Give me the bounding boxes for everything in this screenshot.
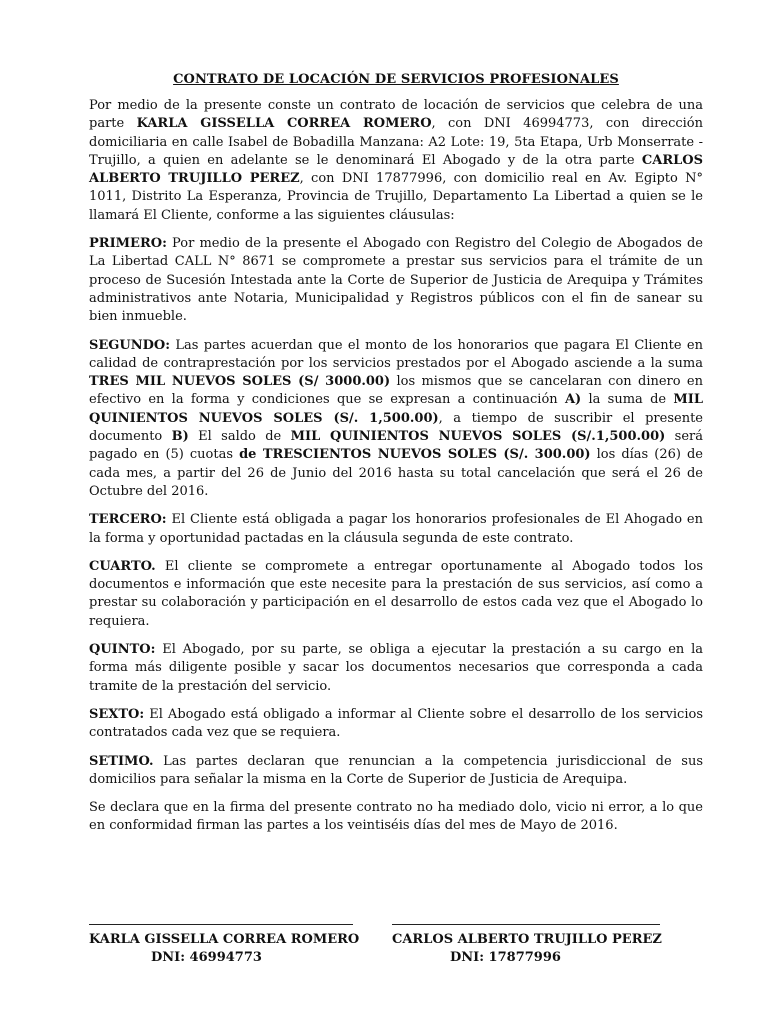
clause-segundo [89, 337, 703, 502]
clause-label: SEGUNDO: [89, 337, 171, 353]
clause-text: El cliente se compromete a entregar oportunamente al Abogado todos los documentos e información que este necesite para la prestación de sus servicios, así como a prestar su colaboración y participación en el desarrollo de estos cada vez que el Abogado lo requiera. [89, 558, 703, 629]
first-payment-amount: MIL QUINIENTOS NUEVOS SOLES (S/. 1,500.00) [89, 392, 703, 426]
signature-block [89, 924, 703, 984]
clause-sexto [89, 706, 703, 743]
clause-label: CUARTO. [89, 558, 156, 574]
signer-name: CARLOS ALBERTO TRUJILLO PEREZ [392, 932, 662, 947]
item-marker-b: B) [171, 429, 189, 445]
client-name: CARLOS ALBERTO TRUJILLO PEREZ [89, 152, 703, 187]
clause-label: SETIMO. [89, 753, 154, 769]
intro-text-3: , con DNI 17877996, con domicilio real en Av. Egipto N° 1011, Distrito La Esperanza, Provincia de Trujillo, Departamento La Libertad a quien se le llamará El Cliente, conforme a las siguientes cláusulas: [89, 171, 703, 223]
clause-text: Por medio de la presente el Abogado con Registro del Colegio de Abogados de La Libertad CALL N° 8671 se compromete a prestar sus servicios para el trámite de un proceso de Sucesión Intestada ante la Corte de Superior de Justicia de Arequipa y Trámites administrativos ante Notaria, Municipalidad y Registros públicos con el fin de sanear su bien inmueble. [89, 236, 703, 325]
clause-text: será pagado en (5) cuotas [89, 429, 703, 463]
signature-right [392, 924, 660, 967]
signer-name: KARLA GISSELLA CORREA ROMERO [89, 932, 360, 947]
clause-text: Las partes declaran que renuncian a la competencia jurisdiccional de sus domicilios para señalar la misma en la Corte de Superior de Justicia de Arequipa. [89, 753, 703, 787]
clause-text: los días (26) de cada mes, a partir del 26 de Junio del 2016 hasta su total cancelación que será el 26 de Octubre del 2016. [89, 447, 704, 499]
closing-paragraph: Se declara que en la firma del presente contrato no ha mediado dolo, vicio ni error, a lo que en conformidad firman las partes a los veintiséis días del mes de Mayo de 2016. [89, 800, 703, 834]
total-amount: TRES MIL NUEVOS SOLES (S/ 3000.00) [89, 374, 391, 390]
clause-quinto [89, 641, 703, 696]
clause-text: El Cliente está obligada a pagar los honorarios profesionales de El Ahogado en la forma y oportunidad pactadas en la cláusula segunda de este contrato. [89, 512, 703, 546]
clause-text: Las partes acuerdan que el monto de los honorarios que pagara El Cliente en calidad de contraprestación por los servicios prestados por el Abogado asciende a la suma [89, 337, 703, 371]
clause-label: SEXTO: [89, 706, 145, 722]
lawyer-name: KARLA GISSELLA CORREA ROMERO [136, 116, 432, 132]
clause-text: la suma de [581, 392, 674, 408]
clause-text: El saldo de [188, 429, 291, 445]
signature-line [392, 924, 660, 925]
clause-tercero [89, 511, 703, 548]
balance-amount: MIL QUINIENTOS NUEVOS SOLES (S/.1,500.00) [290, 429, 666, 445]
installment-amount: de TRESCIENTOS NUEVOS SOLES (S/. 300.00) [239, 447, 591, 463]
clause-label: PRIMERO: [89, 236, 167, 252]
intro-text-1: Por medio de la presente conste un contrato de locación de servicios que celebra de una parte [89, 98, 703, 132]
intro-text-2: , con DNI 46994773, con dirección domiciliaria en calle Isabel de Bobadilla Manzana: A2 Lote: 19, 5ta Etapa, Urb Monserrate - Trujillo, a quien en adelante se le denominará El Abogado y de la otra parte [89, 116, 703, 168]
clause-text: El Abogado, por su parte, se obliga a ejecutar la prestación a su cargo en la forma más diligente posible y sacar los documentos necesarios que corresponda a cada tramite de la prestación del servicio. [89, 642, 703, 694]
clause-label: QUINTO: [89, 642, 156, 658]
signature-left [89, 924, 360, 967]
item-marker-a: A) [564, 392, 582, 408]
intro-paragraph [89, 97, 703, 225]
clause-text: , a tiempo de suscribir el presente documento [89, 410, 703, 445]
clause-primero [89, 235, 703, 326]
signature-line [89, 924, 353, 925]
document-title: CONTRATO DE LOCACIÓN DE SERVICIOS PROFESIONALES [173, 72, 619, 87]
clause-text: El Abogado está obligado a informar al Cliente sobre el desarrollo de los servicios contratados cada vez que se requiera. [89, 706, 703, 741]
clause-label: TERCERO: [89, 512, 167, 528]
signer-dni: DNI: 46994773 [151, 950, 262, 965]
clause-cuarto [89, 558, 703, 631]
signer-dni: DNI: 17877996 [450, 950, 561, 965]
clause-text: los mismos que se cancelaran con dinero en efectivo en la forma y condiciones que se expresan a continuación [89, 374, 703, 408]
clause-setimo [89, 753, 703, 790]
